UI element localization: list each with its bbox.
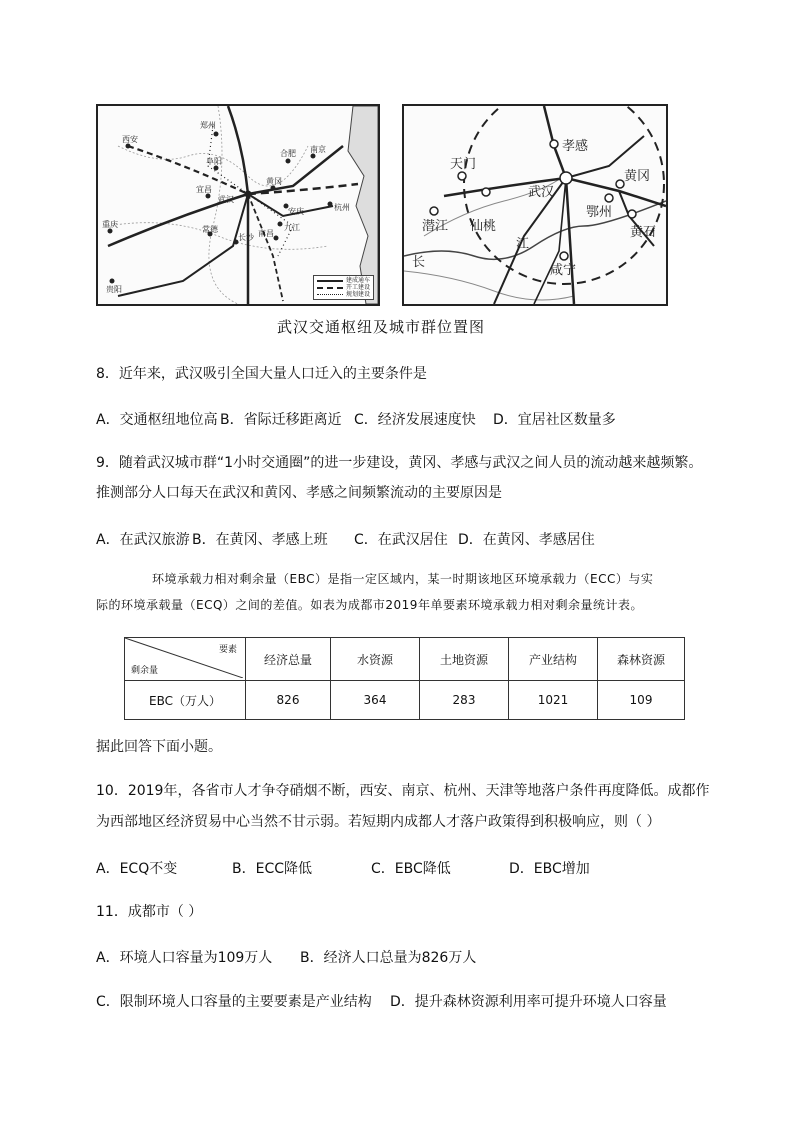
table-header: 水资源 [331,638,420,681]
map-legend [313,275,374,300]
option-d: D．EBC增加 [509,861,590,877]
legend-label: 建成通车 [345,277,370,284]
option-b: B．省际迁移距离近 [220,412,342,428]
city-label: 九江 [284,223,300,232]
table-row-label: EBC（万人） [125,681,246,720]
question-9-stem-line1: 9．随着武汉城市群“1小时交通圈”的进一步建设，黄冈、孝感与武汉之间人员的流动越来越频繁。 [96,455,703,471]
table-header: 土地资源 [420,638,509,681]
option-c: C．EBC降低 [371,861,451,877]
right-map-graphic [404,106,666,304]
city-label: 贵阳 [106,285,122,294]
passage-line2: 际的环境承载量（ECQ）之间的差值。如表为成都市2019年单要素环境承载力相对剩余量统计表。 [96,598,643,612]
city-label: 黄冈 [266,177,282,186]
question-9-stem-line2: 推测部分人口每天在武汉和黄冈、孝感之间频繁流动的主要原因是 [96,485,502,501]
city-label: 西安 [122,135,138,144]
city-label: 咸宁 [550,263,577,278]
question-11-stem: 11．成都市（ ） [96,904,203,920]
city-label: 天门 [450,157,477,172]
table-header: 森林资源 [598,638,685,681]
city-label: 仙桃 [470,219,497,234]
legend-label: 开工建设 [345,284,370,291]
option-a: A．在武汉旅游 [96,532,190,548]
option-b: B．经济人口总量为826万人 [300,950,477,966]
city-label: 鄂州 [586,205,613,220]
city-label: 安庆 [288,207,304,216]
table-header: 产业结构 [509,638,598,681]
city-label: 南昌 [258,229,274,238]
table-cell: 826 [246,681,331,720]
table-corner-cell [125,638,246,681]
question-10-stem-line2: 为西部地区经济贸易中心当然不甘示弱。若短期内成都人才落户政策得到积极响应，则（ ） [96,814,661,830]
table-cell: 283 [420,681,509,720]
option-d: D．在黄冈、孝感居住 [458,532,595,548]
corner-bottom-label: 剩余量 [131,666,159,676]
city-label: 郑州 [200,121,216,130]
city-label: 武汉 [528,185,555,200]
corner-top-label: 要素 [218,645,237,655]
city-label: 黄冈 [624,169,651,184]
right-map [402,104,668,306]
legend-label: 规划建设 [345,291,370,298]
passage-line1: 环境承载力相对剩余量（EBC）是指一定区域内，某一时期该地区环境承载力（ECC）与实 [152,572,654,586]
figure-caption: 武汉交通枢纽及城市群位置图 [276,318,485,336]
ebc-table [124,637,685,720]
city-label: 黄石 [630,225,657,240]
option-a: A．交通枢纽地位高 [96,412,218,428]
option-d: D．提升森林资源利用率可提升环境人口容量 [390,994,667,1010]
answer-intro: 据此回答下面小题。 [96,739,222,755]
river-label: 长 [412,255,426,270]
city-label: 长沙 [238,233,254,242]
city-label: 宜昌 [196,185,212,194]
city-label: 合肥 [280,149,296,158]
table-cell: 109 [598,681,685,720]
legend-swatch-planned [317,294,343,295]
river-label: 江 [516,237,530,252]
table-header: 经济总量 [246,638,331,681]
legend-swatch-built [317,280,343,282]
table-cell: 364 [331,681,420,720]
table-cell: 1021 [509,681,598,720]
city-label: 孝感 [562,139,589,154]
city-label: 阜阳 [206,157,222,166]
city-label: 重庆 [102,220,118,229]
option-a: A．ECQ不变 [96,861,178,877]
city-label: 杭州 [334,203,350,212]
option-c: C．经济发展速度快 [354,412,476,428]
city-label: 武汉 [218,195,234,204]
option-b: B．ECC降低 [232,861,313,877]
city-label: 常德 [202,225,218,234]
option-b: B．在黄冈、孝感上班 [192,532,328,548]
question-10-stem-line1: 10．2019年，各省市人才争夺硝烟不断，西安、南京、杭州、天津等地落户条件再度降低。成都作 [96,783,710,799]
option-a: A．环境人口容量为109万人 [96,950,273,966]
city-label: 潜江 [422,219,449,234]
left-map [96,104,380,306]
figure [96,104,666,344]
option-d: D．宜居社区数量多 [493,412,616,428]
option-c: C．限制环境人口容量的主要要素是产业结构 [96,994,372,1010]
option-c: C．在武汉居住 [354,532,448,548]
legend-swatch-construction [317,287,343,289]
question-8-stem: 8．近年来，武汉吸引全国大量人口迁入的主要条件是 [96,366,427,382]
city-label: 南京 [310,145,326,154]
